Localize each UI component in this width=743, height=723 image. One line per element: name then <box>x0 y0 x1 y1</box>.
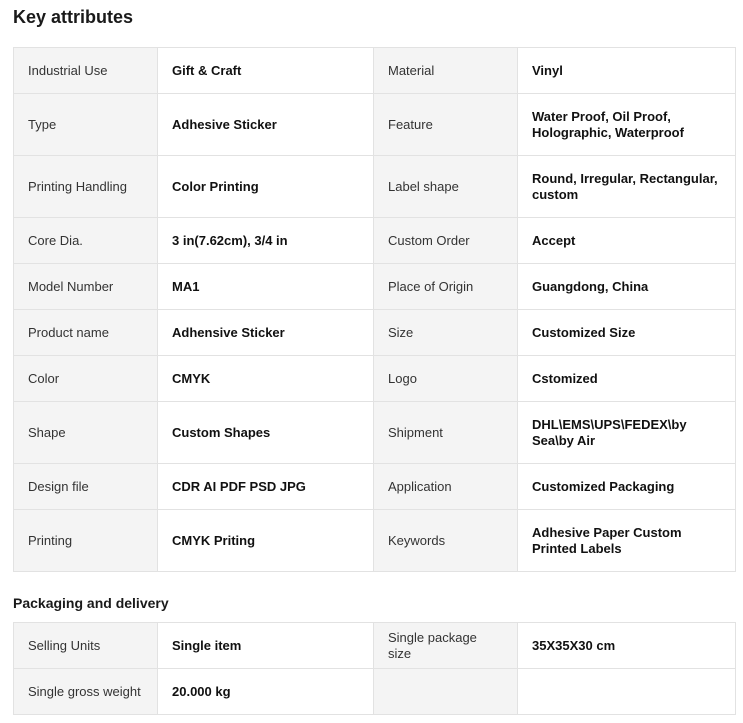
attribute-label-shape: Shape <box>14 402 158 464</box>
attribute-label-application: Application <box>374 464 518 510</box>
attribute-label-type: Type <box>14 94 158 156</box>
table-row <box>14 623 736 669</box>
key-attributes-table <box>13 47 736 572</box>
attribute-value-application: Customized Packaging <box>518 464 736 510</box>
attribute-label-place-of-origin: Place of Origin <box>374 264 518 310</box>
attribute-label-industrial-use: Industrial Use <box>14 48 158 94</box>
packaging-heading: Packaging and delivery <box>13 595 169 611</box>
key-attributes-heading: Key attributes <box>13 7 134 27</box>
attribute-label-empty <box>374 669 518 715</box>
attribute-value-shipment: DHL\EMS\UPS\FEDEX\by Sea\by Air <box>518 402 736 464</box>
attribute-label-single-package-size: Single package size <box>374 623 518 669</box>
attribute-label-shipment: Shipment <box>374 402 518 464</box>
attribute-label-model-number: Model Number <box>14 264 158 310</box>
table-row <box>14 464 736 510</box>
attribute-value-selling-units: Single item <box>158 623 374 669</box>
attribute-value-core-dia: 3 in(7.62cm), 3/4 in <box>158 218 374 264</box>
attribute-label-material: Material <box>374 48 518 94</box>
attribute-value-printing-handling: Color Printing <box>158 156 374 218</box>
attribute-value-material: Vinyl <box>518 48 736 94</box>
attribute-label-feature: Feature <box>374 94 518 156</box>
attribute-label-printing: Printing <box>14 510 158 572</box>
attribute-value-model-number: MA1 <box>158 264 374 310</box>
packaging-table <box>13 622 736 715</box>
table-row <box>14 156 736 218</box>
table-row <box>14 356 736 402</box>
table-row <box>14 669 736 715</box>
attribute-value-industrial-use: Gift & Craft <box>158 48 374 94</box>
table-row <box>14 218 736 264</box>
attribute-value-product-name: Adhensive Sticker <box>158 310 374 356</box>
table-row <box>14 310 736 356</box>
table-row <box>14 94 736 156</box>
attribute-value-keywords: Adhesive Paper Custom Printed Labels <box>518 510 736 572</box>
attribute-label-keywords: Keywords <box>374 510 518 572</box>
attribute-value-custom-order: Accept <box>518 218 736 264</box>
attribute-value-printing: CMYK Priting <box>158 510 374 572</box>
attribute-value-single-gross-weight: 20.000 kg <box>158 669 374 715</box>
attribute-label-label-shape: Label shape <box>374 156 518 218</box>
attribute-label-color: Color <box>14 356 158 402</box>
table-row <box>14 510 736 572</box>
attribute-value-feature: Water Proof, Oil Proof, Holographic, Waterproof <box>518 94 736 156</box>
attribute-label-core-dia: Core Dia. <box>14 218 158 264</box>
attribute-label-selling-units: Selling Units <box>14 623 158 669</box>
attribute-label-design-file: Design file <box>14 464 158 510</box>
attribute-value-type: Adhesive Sticker <box>158 94 374 156</box>
attribute-value-shape: Custom Shapes <box>158 402 374 464</box>
attribute-label-printing-handling: Printing Handling <box>14 156 158 218</box>
attribute-value-empty <box>518 669 736 715</box>
attribute-value-label-shape: Round, Irregular, Rectangular, custom <box>518 156 736 218</box>
table-row <box>14 48 736 94</box>
attribute-label-custom-order: Custom Order <box>374 218 518 264</box>
attribute-value-single-package-size: 35X35X30 cm <box>518 623 736 669</box>
table-row <box>14 264 736 310</box>
attribute-value-place-of-origin: Guangdong, China <box>518 264 736 310</box>
attribute-value-design-file: CDR AI PDF PSD JPG <box>158 464 374 510</box>
attribute-label-product-name: Product name <box>14 310 158 356</box>
attribute-label-logo: Logo <box>374 356 518 402</box>
attribute-value-size: Customized Size <box>518 310 736 356</box>
attribute-label-size: Size <box>374 310 518 356</box>
table-row <box>14 402 736 464</box>
attribute-value-color: CMYK <box>158 356 374 402</box>
attribute-label-single-gross-weight: Single gross weight <box>14 669 158 715</box>
attribute-value-logo: Cstomized <box>518 356 736 402</box>
